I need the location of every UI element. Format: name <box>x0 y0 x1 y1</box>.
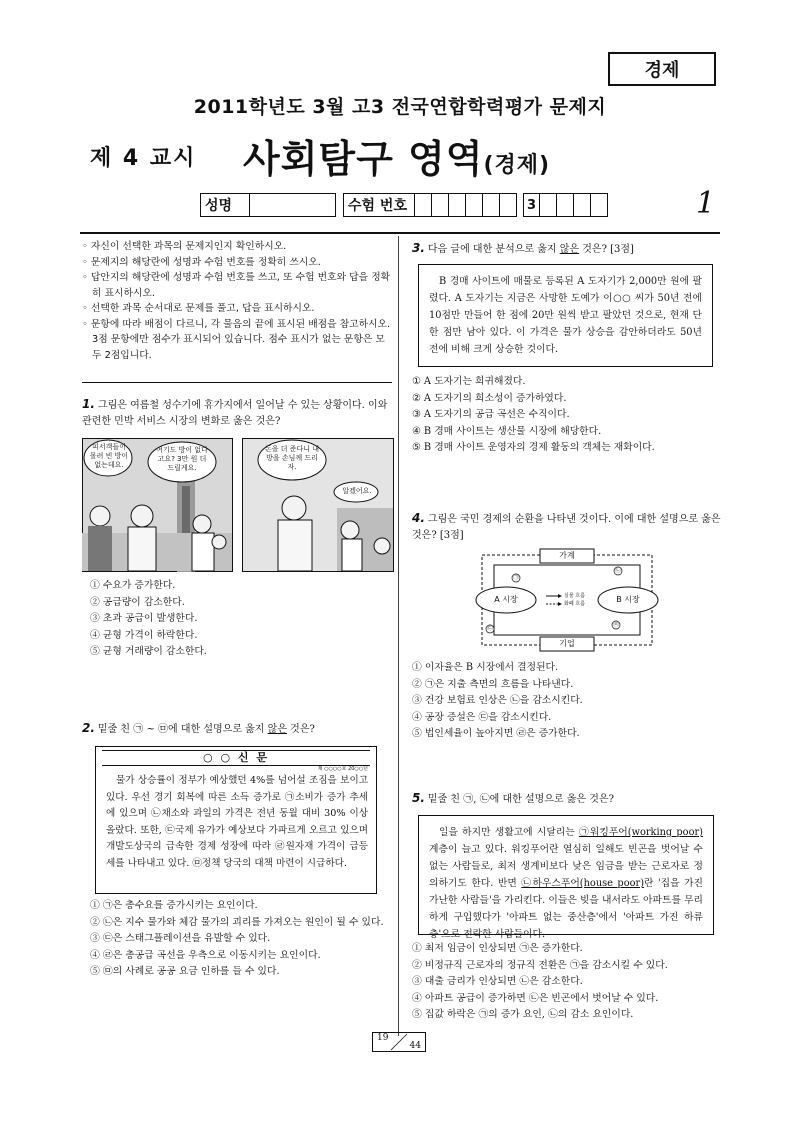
q3-options <box>412 374 722 457</box>
mark-c: ㉢ <box>486 625 493 632</box>
q1-option[interactable]: ③ 초과 공급이 발생한다. <box>90 613 198 624</box>
newspaper-article: 물가 상승률이 정부가 예상했던 4%를 넘어설 조짐을 보이고 있다. 우선 경기 회복에 따른 소득 증가로 ㉠소비가 증가 추세에 있으며 ㉡채소와 과일의 가격은 전년 동월 대비 30% 이상 올랐다. 또한, ㉢국제 유가가 예상보다 가파르게 오르고 있으며 개발도상국의 급속한 경제 성장에 따라 ㉣원자재 가격이 급등세를 나타내고 있다. ㉤정책 당국의 대책 마련이 시급하다. <box>106 775 368 869</box>
q1-cartoon <box>82 438 394 572</box>
q4-number: 4. <box>412 511 425 525</box>
q5-option[interactable]: ② 비정규직 근로자의 정규직 전환은 ㉠을 감소시킬 수 있다. <box>412 959 668 971</box>
q5-passage-underline-2: ㉡하우스푸어(house poor) <box>521 878 645 889</box>
mark-a: ㉠ <box>512 574 519 581</box>
page-number: 1 <box>696 186 716 221</box>
diagram-market-a: A 시장 <box>494 595 518 604</box>
q5-title <box>412 790 722 808</box>
speech-bubble: 알겠어요. <box>342 487 372 495</box>
newspaper-date: 제 ○○○○호 20○○년 <box>317 766 368 772</box>
q5-passage-b: 계층이 늘고 있다. 워킹푸어란 열심히 일해도 빈곤을 벗어날 수 없는 사람들로, 최저 생계비보다 낮은 임금을 받는 근로자로 정의하기도 한다. 반면 <box>429 844 703 889</box>
speech-bubble: 피서객들이 몰려 빈 방이 없는데요. <box>89 443 129 469</box>
q3-text-ul: 않은 <box>559 244 580 255</box>
q1-option[interactable]: ② 공급량이 감소한다. <box>90 596 185 608</box>
column-divider <box>398 236 399 1036</box>
speech-bubble: 돈을 더 준다니 내 방을 손님께 드리자. <box>264 445 319 471</box>
q4-option[interactable]: ④ 공장 증설은 ㉢을 감소시킨다. <box>412 711 552 723</box>
q3-number: 3. <box>412 241 425 255</box>
legend-money-flow: 화폐 흐름 <box>564 601 585 607</box>
newspaper-title: ○ ○ 신 문 <box>102 750 370 766</box>
q4-title <box>412 510 722 544</box>
q2-option[interactable]: ③ ㉢은 스태그플레이션을 유발할 수 있다. <box>90 933 271 944</box>
subject-box: 경제 <box>608 52 716 86</box>
diagram-household: 가계 <box>559 551 575 560</box>
q3-text-post: 것은? [3점] <box>579 244 634 255</box>
exam-no-digit[interactable] <box>591 193 608 217</box>
q4-option[interactable]: ② ㉠은 지출 측면의 흐름을 나타낸다. <box>412 678 574 690</box>
exam-area-title <box>243 128 550 183</box>
instruction-item: ◦ 문항에 따라 배점이 다르니, 각 물음의 끝에 표시된 배점을 참고하시오. 3점 문항에만 점수가 표시되어 있습니다. 점수 표시가 없는 문항은 모두 2점입니다. <box>82 318 391 361</box>
q4-option[interactable]: ① 이자율은 B 시장에서 결정된다. <box>412 662 559 673</box>
q5-passage-underline-1: ㉠워킹푸어(working poor) <box>578 827 703 838</box>
q5-option[interactable]: ④ 아파트 공급이 증가하면 ㉡은 빈곤에서 벗어날 수 있다. <box>412 992 659 1004</box>
speech-bubble: 여기도 방이 없다고요? 3만 원 더 드릴게요. <box>156 446 208 472</box>
exam-no-fixed-digit: 3 <box>523 193 540 217</box>
q5-option[interactable]: ③ 대출 금리가 인상되면 ㉡은 감소한다. <box>412 976 583 987</box>
q3-option[interactable]: ① A 도자기는 희귀해졌다. <box>412 376 526 387</box>
exam-title: 2011학년도 3월 고3 전국연합학력평가 문제지 <box>193 96 607 118</box>
area-main: 사회탐구 영역 <box>243 137 484 181</box>
mark-b: ㉡ <box>614 567 621 574</box>
q2-text-pre: 밑줄 친 ㉠ ~ ㉤에 대한 설명으로 옳지 <box>97 724 268 735</box>
q5-text: 밑줄 친 ㉠, ㉡에 대한 설명으로 옳은 것은? <box>427 794 614 805</box>
candidate-info-row <box>200 193 608 217</box>
q1-option[interactable]: ⑤ 균형 거래량이 감소한다. <box>90 646 207 657</box>
diagram-firm: 기업 <box>559 639 575 648</box>
total-pages: 44 <box>409 1041 421 1051</box>
q2-option[interactable]: ④ ㉣은 총공급 곡선을 우측으로 이동시키는 요인이다. <box>90 949 321 961</box>
q4-options <box>412 660 722 743</box>
q5-number: 5. <box>412 791 425 805</box>
q1-option[interactable]: ① 수요가 증가한다. <box>90 580 176 591</box>
instruction-item: ◦ 자신이 선택한 과목의 문제지인지 확인하시오. <box>82 241 287 252</box>
legend-real-flow: 실물 흐름 <box>564 593 585 599</box>
q3-option[interactable]: ④ B 경매 사이트는 생산물 시장에 해당한다. <box>412 425 602 437</box>
exam-no-digit[interactable] <box>500 193 517 217</box>
q1-number: 1. <box>82 397 95 411</box>
exam-no-label: 수험 번호 <box>343 193 415 217</box>
q4-option[interactable]: ③ 건강 보험료 인상은 ㉡을 감소시킨다. <box>412 695 583 706</box>
q1-title <box>82 396 394 430</box>
q5-option[interactable]: ① 최저 임금이 인상되면 ㉠은 증가한다. <box>412 943 583 954</box>
instruction-item: ◦ 답안지의 해당란에 성명과 수험 번호를 쓰고, 또 수험 번호와 답을 정확히 표시하시오. <box>82 272 391 299</box>
current-page: 19 <box>377 1033 389 1043</box>
instructions <box>82 239 394 363</box>
instruction-item: ◦ 문제지의 해당란에 성명과 수험 번호를 정확히 쓰시오. <box>82 256 321 268</box>
q2-number: 2. <box>82 721 95 735</box>
q3-passage: B 경매 사이트에 매물로 등록된 A 도자기가 2,000만 원에 팔렸다. A 도자기는 지금은 사망한 도예가 이○○ 씨가 50년 전에 10점만 만들어 한 점에 20만 원씩 받고 팔았던 것으로, 현재 단 한 점만 남아 있다. 이 가격은 물가 상승을 감안하더라도 50년 전에 비해 크게 상승한 것이다. <box>418 264 713 367</box>
q3-option[interactable]: ② A 도자기의 희소성이 증가하였다. <box>412 392 567 404</box>
q2-text-post: 것은? <box>286 724 315 735</box>
q2-option[interactable]: ② ㉡은 지수 물가와 체감 물가의 괴리를 가져오는 원인이 될 수 있다. <box>90 916 384 928</box>
exam-no-digit[interactable] <box>557 193 574 217</box>
q1-text: 그림은 여름철 성수기에 휴가지에서 일어날 수 있는 상황이다. 이와 관련한 민박 서비스 시장의 변화로 옳은 것은? <box>82 400 388 427</box>
name-label: 성명 <box>200 193 250 217</box>
header-rule <box>80 232 720 234</box>
diagram-market-b: B 시장 <box>616 595 640 604</box>
exam-no-digit[interactable] <box>449 193 466 217</box>
exam-no-digit[interactable] <box>432 193 449 217</box>
exam-no-digit[interactable] <box>483 193 500 217</box>
q2-title <box>82 720 394 738</box>
exam-no-digit[interactable] <box>540 193 557 217</box>
q2-newspaper <box>95 746 377 894</box>
q3-text-pre: 다음 글에 대한 분석으로 옳지 <box>427 244 560 255</box>
q2-option[interactable]: ⑤ ㉤의 사례로 공공 요금 인하를 들 수 있다. <box>90 966 280 977</box>
q1-option[interactable]: ④ 균형 가격이 하락한다. <box>90 629 198 641</box>
q4-option[interactable]: ⑤ 법인세율이 높아지면 ㉣은 증가한다. <box>412 728 580 739</box>
mark-d: ㉣ <box>612 621 619 628</box>
q2-option[interactable]: ① ㉠은 총수요를 증가시키는 요인이다. <box>90 900 258 911</box>
q3-option[interactable]: ⑤ B 경매 사이트 운영자의 경제 활동의 객체는 재화이다. <box>412 442 655 453</box>
q5-passage-a: 일을 하지만 생활고에 시달리는 <box>439 827 579 838</box>
q5-options <box>412 941 722 1024</box>
q3-title <box>412 240 722 258</box>
instruction-item: ◦ 선택한 과목 순서대로 문제를 풀고, 답을 표시하시오. <box>82 303 315 314</box>
exam-period: 제 4 교시 <box>90 146 197 171</box>
q3-option[interactable]: ③ A 도자기의 공급 곡선은 수직이다. <box>412 409 570 420</box>
area-sub: (경제) <box>483 153 551 178</box>
q4-text: 그림은 국민 경제의 순환을 나타낸 것이다. 이에 대한 설명으로 옳은 것은? [3점] <box>412 514 721 541</box>
q5-option[interactable]: ⑤ 집값 하락은 ㉠의 증가 요인, ㉡의 감소 요인이다. <box>412 1009 634 1020</box>
name-field[interactable] <box>250 193 336 217</box>
q5-passage <box>418 815 714 940</box>
page-counter <box>372 1032 426 1052</box>
exam-no-digit[interactable] <box>415 193 432 217</box>
q4-circular-flow-diagram <box>472 547 662 655</box>
q2-options <box>90 898 394 981</box>
exam-no-digit[interactable] <box>466 193 483 217</box>
notes-divider <box>82 382 392 383</box>
q1-options <box>90 578 390 661</box>
exam-no-digit[interactable] <box>574 193 591 217</box>
q5-passage-c: 란 '집을 가진 가난한 사람들'을 가리킨다. 이들은 빚을 내서라도 아파트를 무리하게 구입했다가 '아파트 없는 중산층'에서 '아파트 가진 하류층'으로 전락한 사람들이다. <box>429 878 704 940</box>
q2-text-ul: 않은 <box>267 724 287 735</box>
